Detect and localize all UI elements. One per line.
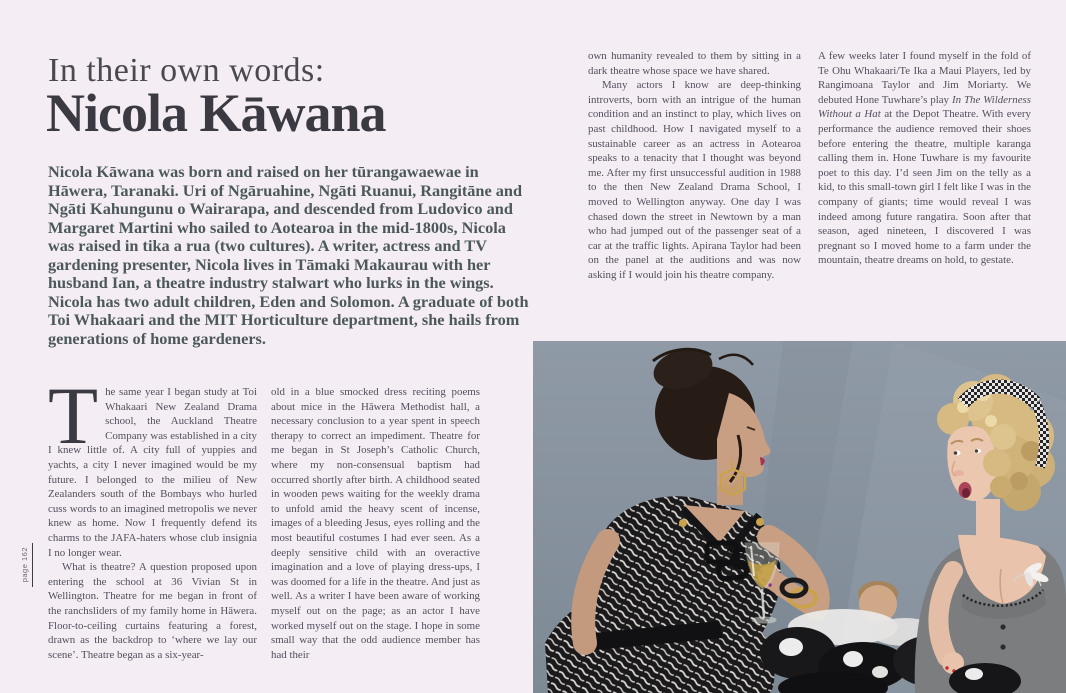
- column-2: [271, 385, 480, 662]
- column-1: [48, 370, 257, 662]
- drop-cap: T: [48, 370, 99, 461]
- paragraph-text: at the Depot Theatre. With every performance the audience removed their shoes before entering the theatre, multiple karanga calling them in. Hone Tuwhare is my favourite poet to this day. I’d seen Jim on the telly as a kid, to this small-town girl I felt like I was in the company of giants; time would reveal I was indeed among future rangatira. Soon after that season, aged nineteen, I discovered I was pregnant so I moved home to a farm under the mountain, theatre dreams on hold, to gestate.: [818, 108, 1031, 267]
- paragraph: old in a blue smocked dress reciting poems about mice in the Hāwera Methodist hall, a necessary conclusion to a year spent in speech therapy to correct an impediment. Theatre for me began in St Joseph’s Catholic Church, where my non-consensual baptism had occurred shortly after birth. A childhood seated in wooden pews waiting for the weekly drama to unfold amid the heavy scent of incense, images of a bleeding Jesus, eyes rolling and the most beautiful costumes I had ever seen. As a deeply sensitive child with an overactive imagination and a love of playing dress-ups, I was doomed for a life in the theatre. And just as well. As a writer I have been aware of working myself out on the page; as an actor I have worked myself out on the stage. I hope in some small way that the odd audience member has had their: [271, 386, 480, 661]
- paragraph: What is theatre? A question proposed upon entering the school at 36 Vivian St in Wellington. Theatre for me began in front of the ranchsliders of my family home in Hāwera. Floor-to-ceiling curtains featuring a forest, drawn as the backdrop to ‘where we lay our scene’. Theatre began as a six-year-: [48, 561, 257, 661]
- column-3: [588, 49, 801, 283]
- stage-photo: [533, 341, 1066, 693]
- page-number-label: page 162: [20, 547, 29, 583]
- page-number-sidebar: [20, 540, 33, 590]
- article-columns-left: [48, 370, 480, 662]
- article-kicker: In their own words:: [48, 52, 325, 89]
- play-title-italic: In The Wilderness Without a Hat: [818, 93, 1032, 121]
- column-4: [818, 49, 1031, 283]
- page-title: Nicola Kāwana: [46, 83, 386, 143]
- stage-photo-illustration: [533, 341, 1066, 693]
- paragraph: own humanity revealed to them by sitting in a dark theatre whose space we have shared.: [588, 50, 801, 77]
- sidebar-rule: [32, 543, 33, 587]
- paragraph: Many actors I know are deep-thinking introverts, born with an intrigue of the human condition and an instinct to play, which lives on past childhood. How I navigated myself to a sustainable career as an actress in Aotearoa speaks to a tenacity that I thought was beyond me. After my first unsuccessful audition in 1988 to the then New Zealand Drama School, I moved to Wellington anyway. One day I was chased down the street in Newtown by a man who had jumped out of the passenger seat of a car at the traffic lights. Apirana Taylor had been on the panel at the auditions and was now asking if I would join his theatre company.: [588, 79, 801, 281]
- paragraph-text: A few weeks later I found myself in the fold of Te Ohu Whakaari/Te Ika a Maui Players, led by Rangimoana Taylor and Jim Moriarty. We debuted Hone Tuwhare’s play: [818, 50, 1031, 106]
- article-columns-right: [588, 49, 1031, 283]
- paragraph: [818, 49, 1031, 268]
- intro-paragraph: Nicola Kāwana was born and raised on her tūrangawaewae in Hāwera, Taranaki. Uri of Ngāruahine, Ngāti Ruanui, Rangitāne and Ngāti Kahungunu o Wairarapa, and descended from Ludovico and Margaret Martini who sailed to Aotearoa in the mid-1800s, Nicola was raised in tika a rua (two cultures). A writer, actress and TV gardening presenter, Nicola lives in Tāmaki Makaurau with her husband Ian, a theatre industry stalwart who lurks in the wings. Nicola has two adult children, Eden and Solomon. A graduate of both Toi Whakaari and the MIT Horticulture department, she hails from generations of home gardeners.: [48, 162, 529, 348]
- paragraph-dropcap: [48, 370, 257, 560]
- paragraph-text: he same year I began study at Toi Whakaari New Zealand Drama school, the Auckland Theatre Company was established in a city I knew little of. A city full of yuppies and yachts, a city I never imagined would be my future. I belonged to the milieu of New Zealanders south of the Bombays who hurled cuss words to an imagined metropolis we never knew as home. Now I frequently defend its charms to the JAFA-haters whose club insignia I no longer wear.: [48, 386, 257, 559]
